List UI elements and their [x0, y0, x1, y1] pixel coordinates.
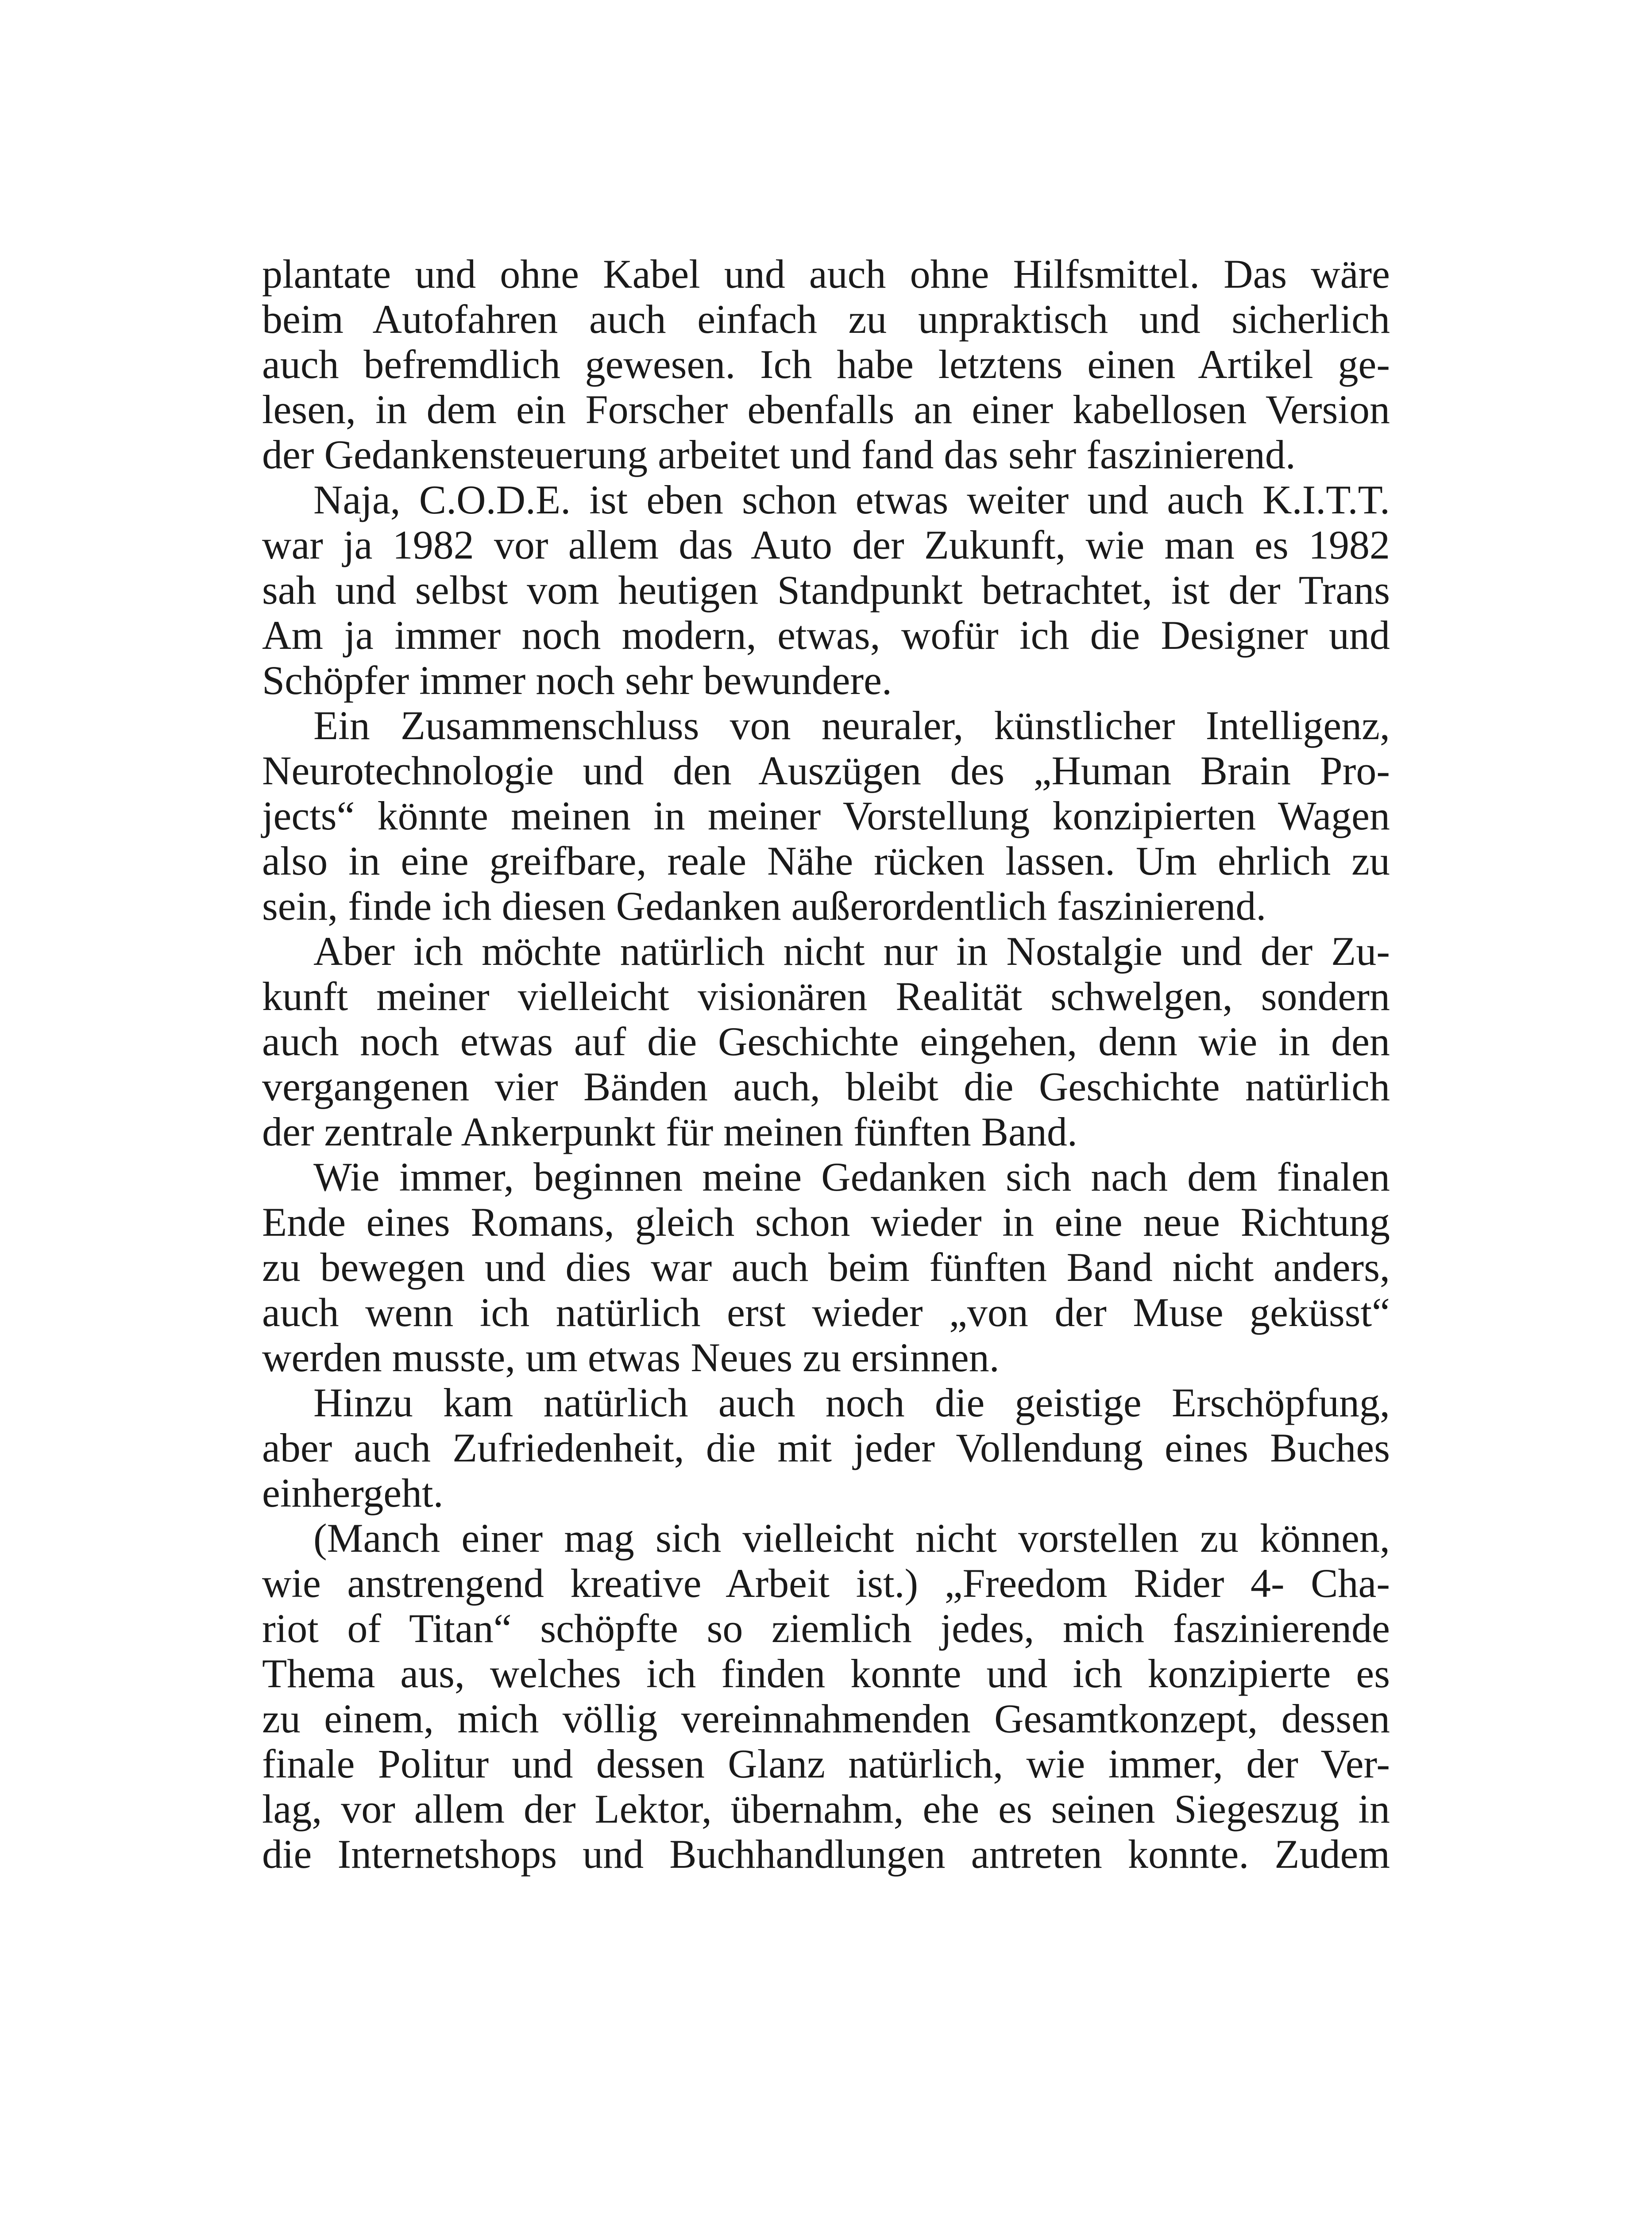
- text-line: auch noch etwas auf die Geschichte eingehen, denn wie in den: [262, 1019, 1390, 1064]
- text-line: beim Autofahren auch einfach zu unpraktisch und sicherlich: [262, 297, 1390, 342]
- text-line: zu bewegen und dies war auch beim fünften Band nicht anders,: [262, 1245, 1390, 1290]
- text-line: Am ja immer noch modern, etwas, wofür ich die Designer und: [262, 613, 1390, 658]
- text-line: werden musste, um etwas Neues zu ersinnen.: [262, 1335, 1000, 1380]
- paragraph: [262, 1515, 1390, 1877]
- text-line: aber auch Zufriedenheit, die mit jeder Vollendung eines Buches: [262, 1425, 1390, 1470]
- paragraph: [262, 1154, 1390, 1380]
- text-line: vergangenen vier Bänden auch, bleibt die Geschichte natürlich: [262, 1064, 1390, 1109]
- text-line: (Manch einer mag sich vielleicht nicht vorstellen zu können,: [313, 1515, 1390, 1561]
- text-line: Ende eines Romans, gleich schon wieder in eine neue Richtung: [262, 1199, 1390, 1245]
- text-line: der Gedankensteuerung arbeitet und fand das sehr faszinierend.: [262, 432, 1296, 477]
- text-line: auch wenn ich natürlich erst wieder „von der Muse geküsst“: [262, 1290, 1390, 1335]
- paragraph: [262, 251, 1390, 477]
- text-line: riot of Titan“ schöpfte so ziemlich jedes, mich faszinierende: [262, 1606, 1390, 1651]
- text-line: Hinzu kam natürlich auch noch die geistige Erschöpfung,: [313, 1380, 1390, 1425]
- paragraph: [262, 703, 1390, 929]
- text-line: war ja 1982 vor allem das Auto der Zukunft, wie man es 1982: [262, 522, 1390, 567]
- text-line: Aber ich möchte natürlich nicht nur in Nostalgie und der Zu-: [313, 929, 1390, 974]
- text-line: kunft meiner vielleicht visionären Realität schwelgen, sondern: [262, 974, 1390, 1019]
- text-line: jects“ könnte meinen in meiner Vorstellung konzipierten Wagen: [262, 793, 1390, 838]
- text-line: also in eine greifbare, reale Nähe rücken lassen. Um ehrlich zu: [262, 838, 1390, 883]
- paragraph: [262, 1380, 1390, 1515]
- text-line: lag, vor allem der Lektor, übernahm, ehe es seinen Siegeszug in: [262, 1786, 1390, 1831]
- text-line: die Internetshops und Buchhandlungen antreten konnte. Zudem: [262, 1831, 1390, 1877]
- text-line: Ein Zusammenschluss von neuraler, künstlicher Intelligenz,: [313, 703, 1390, 748]
- text-line: finale Politur und dessen Glanz natürlich, wie immer, der Ver-: [262, 1741, 1390, 1786]
- text-line: plantate und ohne Kabel und auch ohne Hilfsmittel. Das wäre: [262, 251, 1390, 297]
- text-line: auch befremdlich gewesen. Ich habe letztens einen Artikel ge-: [262, 342, 1390, 387]
- text-line: Neurotechnologie und den Auszügen des „Human Brain Pro-: [262, 748, 1390, 793]
- text-line: wie anstrengend kreative Arbeit ist.) „Freedom Rider 4- Cha-: [262, 1561, 1390, 1606]
- text-line: zu einem, mich völlig vereinnahmenden Gesamtkonzept, dessen: [262, 1696, 1390, 1741]
- text-line: sah und selbst vom heutigen Standpunkt betrachtet, ist der Trans: [262, 567, 1390, 613]
- text-line: sein, finde ich diesen Gedanken außerordentlich faszinierend.: [262, 883, 1266, 929]
- paragraph: [262, 477, 1390, 703]
- text-line: Wie immer, beginnen meine Gedanken sich nach dem finalen: [313, 1154, 1390, 1199]
- text-line: Thema aus, welches ich finden konnte und ich konzipierte es: [262, 1651, 1390, 1696]
- text-line: einhergeht.: [262, 1470, 444, 1515]
- body-text: [262, 251, 1390, 1877]
- paragraph: [262, 929, 1390, 1154]
- text-line: der zentrale Ankerpunkt für meinen fünften Band.: [262, 1109, 1077, 1154]
- text-line: lesen, in dem ein Forscher ebenfalls an einer kabellosen Version: [262, 387, 1390, 432]
- text-line: Schöpfer immer noch sehr bewundere.: [262, 658, 892, 703]
- text-line: Naja, C.O.D.E. ist eben schon etwas weiter und auch K.I.T.T.: [313, 477, 1390, 522]
